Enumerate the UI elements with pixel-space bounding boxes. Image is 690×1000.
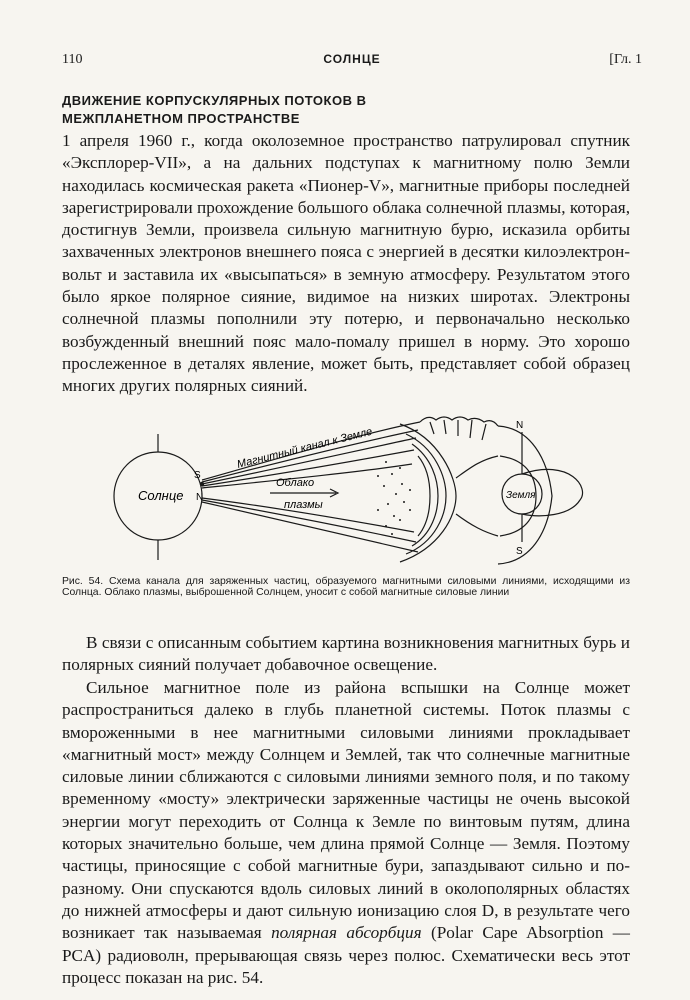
bridge-line-1 [456, 456, 498, 478]
running-title: СОЛНЦЕ [323, 52, 381, 66]
page-number: 110 [62, 52, 83, 67]
chapter-marker: [Гл. 1 [609, 52, 642, 67]
paragraph-3-text: Сильное магнитное поле из района вспышки на Солнце может распространиться далеко в глубь планетной системы. Поток плазмы с вмороженными в нее магнитными силовыми линиями прокладывает «магнитный мост» между Солнцем и Землей, так что солнечные магнитные силовые линии сближаются с силовыми линиями земного поля, и по такому временному «мосту» электрически заряженные частицы не очень высокой энергии могут переходить от Солнца к Земле по винтовым путям, длина которых значительно больше, чем длина прямой Солнце — Земля. Поэтому частицы, приносящие с собой магнитные бури, запаздывают сильно и по-разному. Они спускаются вдоль силовых линий в околополярных областях до нижней атмосферы и дают сильную ионизацию слоя D, в результате чего возникает так называемая [62, 678, 630, 943]
bridge-line-2 [456, 514, 498, 536]
cloud-label-line2: плазмы [284, 499, 323, 511]
sun-label: Солнце [138, 488, 184, 503]
sun-south-label: S [194, 470, 201, 481]
cloud-label-line1: Облако [276, 477, 315, 489]
sun-north-label: N [196, 492, 204, 503]
figure-54 [100, 398, 600, 570]
earth-north-label: N [516, 420, 524, 431]
magnetic-channel-diagram [100, 398, 600, 570]
polar-absorption-term: полярная абсорбция [271, 923, 422, 943]
paragraph-3-tail: (Polar Cape Absorption — PCA) радиоволн, прерывающая связь через полюс. Схематически весь этот процесс показан на рис. 54. [62, 923, 630, 987]
figure-caption: Рис. 54. Схема канала для заряженных частиц, образуемого магнитными силовыми линиями, исходящими из Солнца. Облако плазмы, выброшенной Солнцем, уносит с собой магнитные силовые линии [62, 576, 630, 599]
paragraph-1: 1 апреля 1960 г., когда околоземное пространство патрулировал спутник «Эксплорер-VII», а на дальних подступах к магнитному полю Земли находилась космическая ракета «Пионер-V», магнитные приборы последней зарегистрировали прохождение большого облака солнечной плазмы, которая, достигнув Земли, произвела сильную магнитную бурю, исказила орбиты захваченных электронов внешнего пояса с энергией в десятки килоэлектрон-вольт и заставила их «высыпаться» в земную атмосферу. Результатом этого было яркое полярное сияние, видимое на низких широтах. Электроны солнечной плазмы пополнили эту потерю, и первоначально несколько возбужденный внешний пояс мало-помалу пришел в норму. Это хорошо прослеженное в деталях явление, может быть, представляет собой образец многих других полярных сияний. [62, 131, 630, 396]
earth-label: Земля [506, 490, 536, 501]
earth-south-label: S [516, 546, 523, 557]
page-header [62, 52, 642, 72]
channel-label: Магнитный канал к Земле [235, 425, 374, 471]
plasma-cloud-arcs [400, 424, 456, 562]
paragraph-3 [62, 677, 630, 989]
sun-pole-dot [200, 482, 204, 486]
channel-hatching [430, 420, 486, 440]
plasma-dots [377, 461, 411, 535]
section-title: ДВИЖЕНИЕ КОРПУСКУЛЯРНЫХ ПОТОКОВ В МЕЖПЛАНЕТНОМ ПРОСТРАНСТВЕ [62, 93, 367, 126]
paragraph-2: В связи с описанным событием картина возникновения магнитных бурь и полярных сияний получает добавочное освещение. [62, 633, 630, 675]
